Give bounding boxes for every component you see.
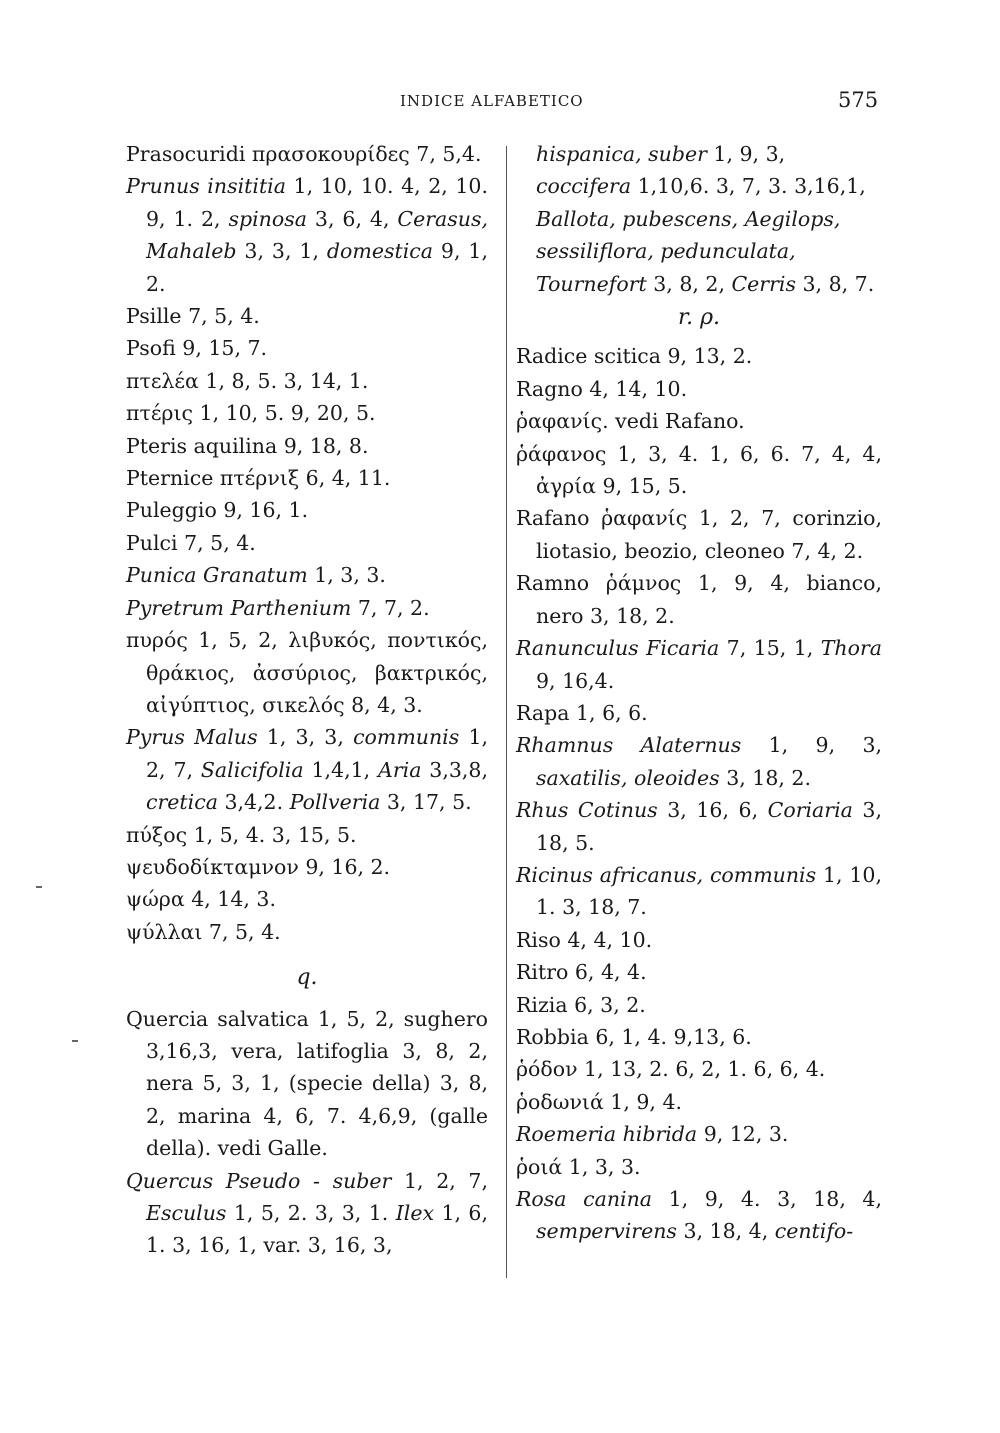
index-entry: ῥοιά 1, 3, 3. — [516, 1154, 641, 1179]
index-entry: ῥόδον 1, 13, 2. 6, 2, 1. 6, 6, 4. — [516, 1057, 826, 1082]
index-entry: Rosa canina 1, 9, 4. 3, 18, 4, sempervirens 3, 18, 4, centifo- — [516, 1187, 882, 1244]
index-column-left — [126, 138, 488, 1262]
index-entry: Roemeria hibrida 9, 12, 3. — [516, 1122, 789, 1147]
index-entry: Riso 4, 4, 10. — [516, 927, 653, 952]
margin-mark — [72, 1040, 78, 1042]
index-entry: Prunus insititia 1, 10, 10. 4, 2, 10. 9, 1. 2, spinosa 3, 6, 4, Cerasus, Mahaleb 3, 3, 1, domestica 9, 1, 2. — [126, 174, 488, 296]
index-entry: Ranunculus Ficaria 7, 15, 1, Thora 9, 16,4. — [516, 636, 882, 693]
index-entry: Pulci 7, 5, 4. — [126, 530, 256, 555]
index-entry: Ramno ῥάμνος 1, 9, 4, bianco, nero 3, 18, 2. — [516, 571, 882, 628]
index-entry: Ricinus africanus, communis 1, 10, 1. 3, 18, 7. — [516, 862, 882, 920]
index-entry: Quercia salvatica 1, 5, 2, sughero 3,16,3, vera, latifoglia 3, 8, 2, nera 5, 3, 1, (specie della) 3, 8, 2, marina 4, 6, 7. 4,6,9, (galle della). vedi Galle. — [126, 1006, 488, 1161]
index-entry: πτέρις 1, 10, 5. 9, 20, 5. — [126, 401, 376, 426]
index-entry: Puleggio 9, 16, 1. — [126, 498, 309, 523]
index-entry: Ragno 4, 14, 10. — [516, 376, 688, 401]
index-entry-continuation: hispanica, suber 1, 9, 3, coccifera 1,10,6. 3, 7, 3. 3,16,1, Ballota, pubescens, Aegilops, sessiliflora, pedunculata, Tournefort 3, 8, 2, Cerris 3, 8, 7. — [536, 142, 875, 296]
index-entry: Rhamnus Alaternus 1, 9, 3, saxatilis, oleoides 3, 18, 2. — [516, 733, 882, 790]
index-entry: ψύλλαι 7, 5, 4. — [126, 919, 281, 944]
column-divider — [506, 146, 507, 1278]
index-entry: Ritro 6, 4, 4. — [516, 960, 647, 985]
section-letter-q: q. — [296, 965, 318, 991]
index-entry: ῥοδωνιά 1, 9, 4. — [516, 1089, 683, 1114]
index-entry: Pyretrum Parthenium 7, 7, 2. — [126, 595, 430, 620]
index-column-right — [516, 138, 882, 1248]
index-entry: Quercus Pseudo - suber 1, 2, 7, Esculus 1, 5, 2. 3, 3, 1. Ilex 1, 6, 1. 3, 16, 1, var. 3, 16, 3, — [126, 1168, 488, 1258]
index-entry: πυρός 1, 5, 2, λιβυκός, ποντικός, θράκιος, ἀσσύριος, βακτρικός, αἰγύπτιος, σικελός 8, 4, 3. — [126, 628, 488, 717]
index-entry: πτελέα 1, 8, 5. 3, 14, 1. — [126, 368, 369, 393]
index-entry: Punica Granatum 1, 3, 3. — [126, 563, 386, 588]
index-entry: Rafano ῥαφανίς 1, 2, 7, corinzio, liotasio, beozio, cleoneo 7, 4, 2. — [516, 506, 882, 563]
index-entry: Radice scitica 9, 13, 2. — [516, 344, 753, 369]
index-entry: Psofi 9, 15, 7. — [126, 336, 268, 361]
index-entry: Rapa 1, 6, 6. — [516, 700, 648, 725]
margin-mark — [36, 886, 42, 888]
index-entry: Rizia 6, 3, 2. — [516, 992, 646, 1017]
index-entry: πύξος 1, 5, 4. 3, 15, 5. — [126, 822, 357, 847]
page-number: 575 — [838, 88, 879, 112]
index-entry: Pternice πτέρνιξ 6, 4, 11. — [126, 466, 391, 491]
index-entry: Psille 7, 5, 4. — [126, 304, 260, 329]
index-entry: Rhus Cotinus 3, 16, 6, Coriaria 3, 18, 5. — [516, 798, 882, 855]
index-entry: Pteris aquilina 9, 18, 8. — [126, 433, 369, 458]
page-header — [0, 88, 1000, 122]
index-entry: ῥάφανος 1, 3, 4. 1, 6, 6. 7, 4, 4, ἀγρία 9, 15, 5. — [516, 441, 882, 499]
index-entry: Robbia 6, 1, 4. 9,13, 6. — [516, 1024, 752, 1049]
section-letter-r: r. ρ. — [677, 305, 720, 331]
running-title: INDICE ALFABETICO — [400, 92, 584, 110]
index-entry: Pyrus Malus 1, 3, 3, communis 1, 2, 7, Salicifolia 1,4,1, Aria 3,3,8, cretica 3,4,2. Pollveria 3, 17, 5. — [126, 725, 489, 815]
index-entry: ῥαφανίς. vedi Rafano. — [516, 409, 745, 434]
index-entry: Prasocuridi πρασοκουρίδες 7, 5,4. — [126, 142, 482, 166]
index-entry: ψευδοδίκταμνον 9, 16, 2. — [126, 854, 391, 879]
index-entry: ψώρα 4, 14, 3. — [126, 887, 276, 912]
